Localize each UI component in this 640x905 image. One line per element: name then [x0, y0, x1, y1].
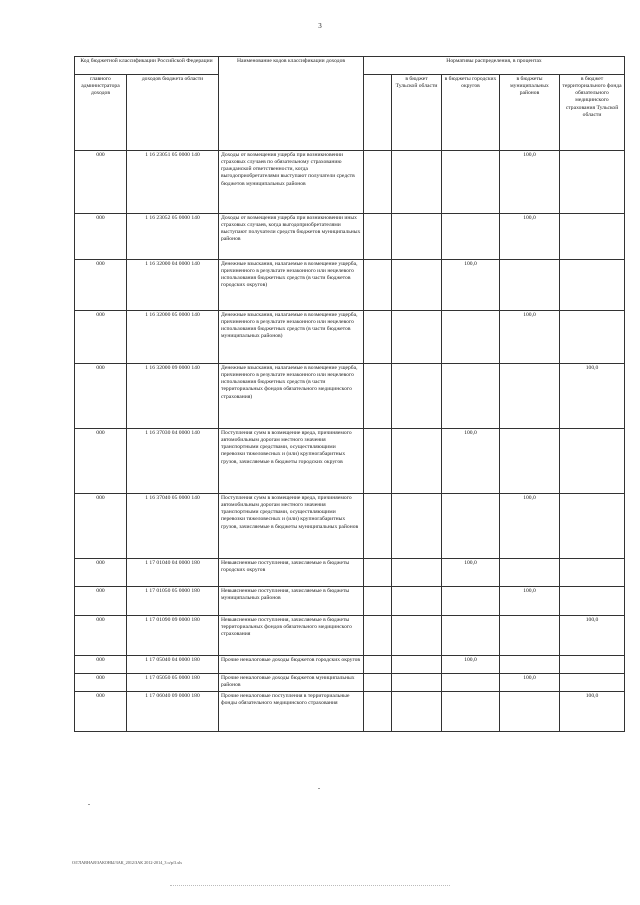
- norms-group-header: Нормативы распределения, в процентах: [364, 57, 625, 75]
- spacer-cell: [364, 151, 392, 214]
- admin-code-cell: 000: [75, 260, 127, 311]
- regional-value-cell: [392, 151, 442, 214]
- municipal-value-cell: 100,0: [500, 311, 560, 364]
- revenue-column-header: доходов бюджета области: [127, 75, 219, 151]
- municipal-value-cell: 100,0: [500, 151, 560, 214]
- spacer-cell: [364, 494, 392, 559]
- revenue-name-cell: Денежные взыскания, налагаемые в возмещение ущерба, причиненного в результате незаконного или нецелевого использования бюджетных средств (в части бюджетов городских округов): [219, 260, 364, 311]
- revenue-code-cell: 1 16 37030 04 0000 140: [127, 429, 219, 494]
- spacer-cell: [364, 692, 392, 732]
- fund-column-header: в бюджет территориального фонда обязательного медицинского страхования Тульской области: [560, 75, 625, 151]
- revenue-code-cell: 1 16 32000 09 0000 140: [127, 364, 219, 429]
- regional-value-cell: [392, 692, 442, 732]
- table-row: [75, 692, 625, 732]
- city-column-header: в бюджеты городских округов: [442, 75, 500, 151]
- revenue-name-cell: Невыясненные поступления, зачисляемые в бюджеты городских округов: [219, 559, 364, 587]
- scan-artifact-dot: [318, 788, 320, 789]
- fund-value-cell: [560, 559, 625, 587]
- admin-code-cell: 000: [75, 151, 127, 214]
- revenue-name-cell: Доходы от возмещения ущерба при возникновении страховых случаев по обязательному страхованию гражданской ответственности, когда выгодоприобретателями выступают получатели средств бюджетов муниципальных районов: [219, 151, 364, 214]
- name-column-header: Наименование кодов классификации доходов: [219, 57, 364, 151]
- scan-artifact-dot: [88, 804, 90, 805]
- city-value-cell: 100,0: [442, 656, 500, 674]
- fund-value-cell: [560, 429, 625, 494]
- revenue-name-cell: Поступления сумм в возмещение вреда, причиняемого автомобильным дорогам местного значения транспортными средствами, осуществляющими перевозки тяжеловесных и (или) крупногабаритных грузов, зачисляемые в бюджеты городских округов: [219, 429, 364, 494]
- city-value-cell: 100,0: [442, 429, 500, 494]
- city-value-cell: [442, 616, 500, 656]
- fund-value-cell: [560, 494, 625, 559]
- city-value-cell: 100,0: [442, 260, 500, 311]
- spacer-cell: [364, 364, 392, 429]
- fund-value-cell: [560, 656, 625, 674]
- municipal-column-header: в бюджеты муниципальных районов: [500, 75, 560, 151]
- fund-value-cell: 100,0: [560, 364, 625, 429]
- revenue-code-cell: 1 17 05050 05 0000 180: [127, 674, 219, 692]
- revenue-name-cell: Прочие неналоговые поступления в территориальные фонды обязательного медицинского страхования: [219, 692, 364, 732]
- regional-value-cell: [392, 559, 442, 587]
- regional-value-cell: [392, 616, 442, 656]
- city-value-cell: [442, 311, 500, 364]
- regional-value-cell: [392, 587, 442, 616]
- regional-value-cell: [392, 311, 442, 364]
- admin-code-cell: 000: [75, 311, 127, 364]
- table-body: [75, 151, 625, 732]
- municipal-value-cell: [500, 616, 560, 656]
- city-value-cell: 100,0: [442, 559, 500, 587]
- municipal-value-cell: [500, 429, 560, 494]
- regional-value-cell: [392, 214, 442, 260]
- municipal-value-cell: [500, 692, 560, 732]
- revenue-code-cell: 1 16 23052 05 0000 140: [127, 214, 219, 260]
- spacer-cell: [364, 616, 392, 656]
- admin-code-cell: 000: [75, 616, 127, 656]
- city-value-cell: [442, 587, 500, 616]
- city-value-cell: [442, 494, 500, 559]
- table-row: [75, 151, 625, 214]
- revenue-name-cell: Поступления сумм в возмещение вреда, причиняемого автомобильным дорогам местного значения транспортными средствами, осуществляющими перевозки тяжеловесных и (или) крупногабаритных грузов, зачисляемые в бюджеты муниципальных районов: [219, 494, 364, 559]
- spacer-cell: [364, 311, 392, 364]
- revenue-name-cell: Денежные взыскания, налагаемые в возмещение ущерба, причиненного в результате незаконного или нецелевого использования бюджетных средств (в части бюджетов муниципальных районов): [219, 311, 364, 364]
- table-row: [75, 656, 625, 674]
- admin-code-cell: 000: [75, 587, 127, 616]
- table-row: [75, 616, 625, 656]
- municipal-value-cell: 100,0: [500, 214, 560, 260]
- revenue-name-cell: Невыясненные поступления, зачисляемые в бюджеты территориальных фондов обязательного медицинского страхования: [219, 616, 364, 656]
- spacer-cell: [364, 656, 392, 674]
- spacer-cell: [364, 674, 392, 692]
- page-number: 3: [318, 22, 322, 30]
- regional-column-header: в бюджет Тульской области: [392, 75, 442, 151]
- municipal-value-cell: [500, 364, 560, 429]
- admin-code-cell: 000: [75, 429, 127, 494]
- fund-value-cell: [560, 260, 625, 311]
- fund-value-cell: [560, 214, 625, 260]
- table-header: [75, 57, 625, 151]
- revenue-name-cell: Доходы от возмещения ущерба при возникновении иных страховых случаев, когда выгодоприобретателями выступают получатели средств бюджетов муниципальных районов: [219, 214, 364, 260]
- revenue-name-cell: Прочие неналоговые доходы бюджетов городских округов: [219, 656, 364, 674]
- city-value-cell: [442, 214, 500, 260]
- revenue-code-cell: 1 17 05040 04 0000 180: [127, 656, 219, 674]
- admin-code-cell: 000: [75, 364, 127, 429]
- fund-value-cell: 100,0: [560, 616, 625, 656]
- revenue-code-cell: 1 17 01040 04 0000 180: [127, 559, 219, 587]
- fund-value-cell: [560, 587, 625, 616]
- city-value-cell: [442, 674, 500, 692]
- fund-value-cell: [560, 311, 625, 364]
- code-group-header: Код бюджетной классификации Российской Федерации: [75, 57, 219, 75]
- revenue-code-cell: 1 17 01090 09 0000 180: [127, 616, 219, 656]
- fund-value-cell: [560, 674, 625, 692]
- spacer-cell: [364, 429, 392, 494]
- admin-code-cell: 000: [75, 656, 127, 674]
- fund-value-cell: 100,0: [560, 692, 625, 732]
- table-row: [75, 214, 625, 260]
- table-row: [75, 260, 625, 311]
- regional-value-cell: [392, 674, 442, 692]
- city-value-cell: [442, 692, 500, 732]
- municipal-value-cell: 100,0: [500, 494, 560, 559]
- revenue-code-cell: 1 16 32000 04 0000 140: [127, 260, 219, 311]
- revenue-distribution-table: [74, 56, 625, 732]
- scan-artifact-line: [170, 885, 450, 886]
- revenue-name-cell: Невыясненные поступления, зачисляемые в бюджеты муниципальных районов: [219, 587, 364, 616]
- fund-value-cell: [560, 151, 625, 214]
- footer-file-reference: O/ГЛАВНАЯ/ЗАКОНЫ/ЗАК_2012/ЗАК 2012-2014_3 о/р/3.xls: [72, 860, 183, 865]
- admin-code-cell: 000: [75, 214, 127, 260]
- admin-column-header: главного администратора доходов: [75, 75, 127, 151]
- table-row: [75, 429, 625, 494]
- municipal-value-cell: [500, 260, 560, 311]
- table-row: [75, 494, 625, 559]
- regional-value-cell: [392, 494, 442, 559]
- revenue-code-cell: 1 16 37040 05 0000 140: [127, 494, 219, 559]
- regional-value-cell: [392, 656, 442, 674]
- revenue-name-cell: Прочие неналоговые доходы бюджетов муниципальных районов: [219, 674, 364, 692]
- admin-code-cell: 000: [75, 494, 127, 559]
- regional-value-cell: [392, 429, 442, 494]
- table-row: [75, 559, 625, 587]
- table-row: [75, 674, 625, 692]
- table-row: [75, 311, 625, 364]
- municipal-value-cell: 100,0: [500, 587, 560, 616]
- revenue-name-cell: Денежные взыскания, налагаемые в возмещение ущерба, причиненного в результате незаконного или нецелевого использования бюджетных средств (в части территориальных фондов обязательного медицинского страхования): [219, 364, 364, 429]
- regional-value-cell: [392, 260, 442, 311]
- spacer-cell: [364, 260, 392, 311]
- municipal-value-cell: 100,0: [500, 674, 560, 692]
- city-value-cell: [442, 364, 500, 429]
- municipal-value-cell: [500, 656, 560, 674]
- regional-value-cell: [392, 364, 442, 429]
- admin-code-cell: 000: [75, 559, 127, 587]
- admin-code-cell: 000: [75, 674, 127, 692]
- spacer-cell: [364, 559, 392, 587]
- spacer-column-header: [364, 75, 392, 151]
- revenue-code-cell: 1 17 06040 09 0000 180: [127, 692, 219, 732]
- table-row: [75, 587, 625, 616]
- municipal-value-cell: [500, 559, 560, 587]
- admin-code-cell: 000: [75, 692, 127, 732]
- revenue-code-cell: 1 16 32000 05 0000 140: [127, 311, 219, 364]
- revenue-code-cell: 1 17 01050 05 0000 180: [127, 587, 219, 616]
- revenue-code-cell: 1 16 23051 05 0000 140: [127, 151, 219, 214]
- spacer-cell: [364, 214, 392, 260]
- table-row: [75, 364, 625, 429]
- city-value-cell: [442, 151, 500, 214]
- spacer-cell: [364, 587, 392, 616]
